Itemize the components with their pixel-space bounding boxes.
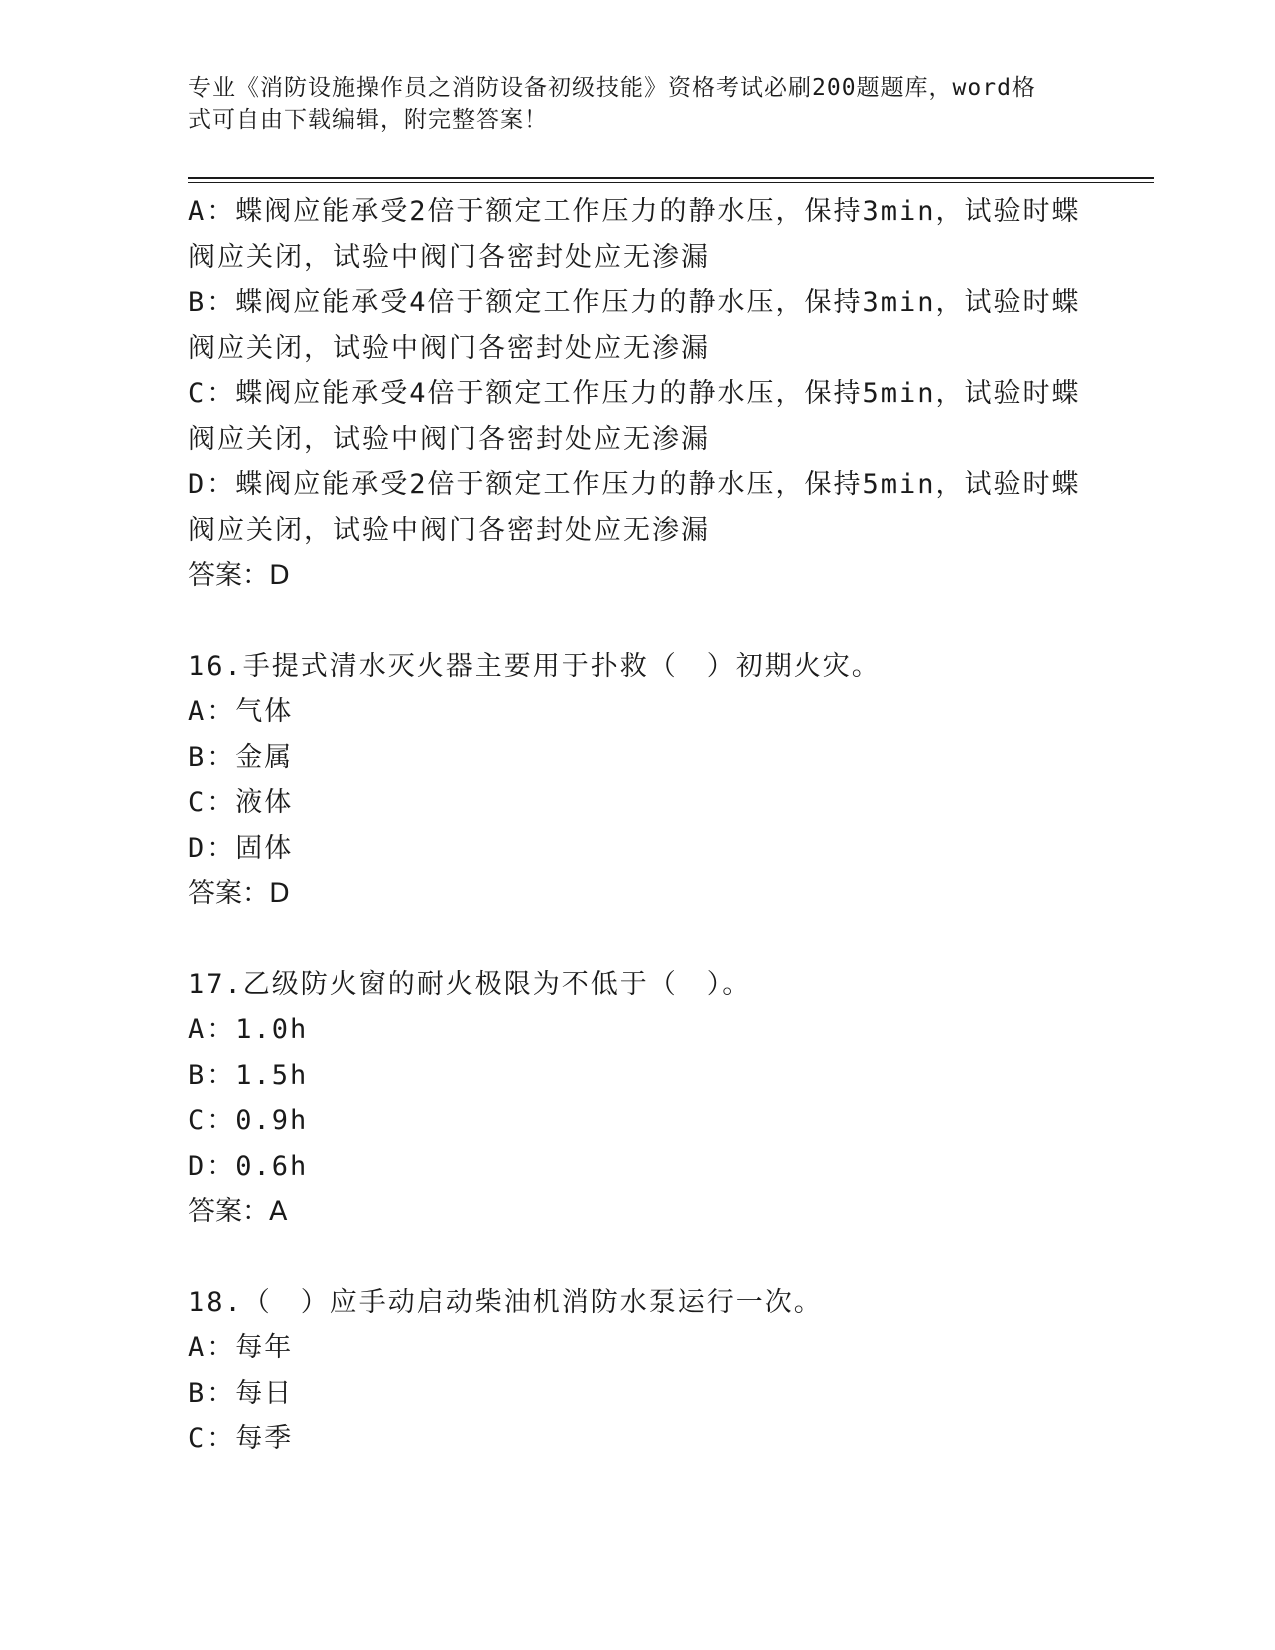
q18-option-a: A：每年	[188, 1332, 294, 1363]
q18-option-b: B：每日	[188, 1377, 294, 1409]
q16-answer: 答案：D	[188, 878, 290, 909]
q15-option-c-line-1: C：蝶阀应能承受4倍于额定工作压力的静水压，保持5min，试验时蝶	[188, 378, 1081, 409]
q15-option-c-line-2: 阀应关闭，试验中阀门各密封处应无渗漏	[188, 423, 710, 455]
header-line-2: 式可自由下载编辑，附完整答案！	[188, 107, 548, 133]
q17-option-c: C：0.9h	[188, 1105, 309, 1136]
q17-question-text: 17.乙级防火窗的耐火极限为不低于（ ）。	[188, 968, 752, 1000]
q15-option-d-line-1: D：蝶阀应能承受2倍于额定工作压力的静水压，保持5min，试验时蝶	[188, 469, 1081, 500]
header-divider-thick	[188, 177, 1154, 179]
document-header	[188, 72, 1068, 136]
q16-option-d: D：固体	[188, 832, 294, 864]
q17-option-a: A：1.0h	[188, 1014, 309, 1045]
q15-option-b-line-1: B：蝶阀应能承受4倍于额定工作压力的静水压，保持3min，试验时蝶	[188, 287, 1081, 318]
q16-option-a: A：气体	[188, 696, 294, 727]
q15-answer: 答案：D	[188, 560, 290, 591]
question-15	[188, 189, 1088, 599]
q15-option-a-line-1: A：蝶阀应能承受2倍于额定工作压力的静水压，保持3min，试验时蝶	[188, 196, 1081, 227]
question-17	[188, 962, 1088, 1235]
q18-question-text: 18.（ ）应手动启动柴油机消防水泵运行一次。	[188, 1286, 823, 1318]
q15-option-a-line-2: 阀应关闭，试验中阀门各密封处应无渗漏	[188, 241, 710, 273]
question-16	[188, 644, 1088, 917]
question-list	[188, 189, 1088, 1462]
header-divider-thin	[188, 182, 1154, 183]
spacer	[188, 917, 1088, 962]
q18-option-c: C：每季	[188, 1423, 294, 1454]
q16-option-b: B：金属	[188, 741, 294, 773]
spacer	[188, 599, 1088, 644]
q17-answer: 答案：A	[188, 1196, 288, 1227]
q15-option-b-line-2: 阀应关闭，试验中阀门各密封处应无渗漏	[188, 332, 710, 364]
q17-option-b: B：1.5h	[188, 1059, 309, 1091]
q17-option-d: D：0.6h	[188, 1150, 309, 1182]
q16-question-text: 16.手提式清水灭火器主要用于扑救（ ）初期火灾。	[188, 650, 881, 682]
question-18	[188, 1280, 1088, 1462]
spacer	[188, 1235, 1088, 1280]
header-line-1: 专业《消防设施操作员之消防设备初级技能》资格考试必刷200题题库，word格	[188, 75, 1036, 101]
q15-option-d-line-2: 阀应关闭，试验中阀门各密封处应无渗漏	[188, 514, 710, 546]
q16-option-c: C：液体	[188, 787, 294, 818]
